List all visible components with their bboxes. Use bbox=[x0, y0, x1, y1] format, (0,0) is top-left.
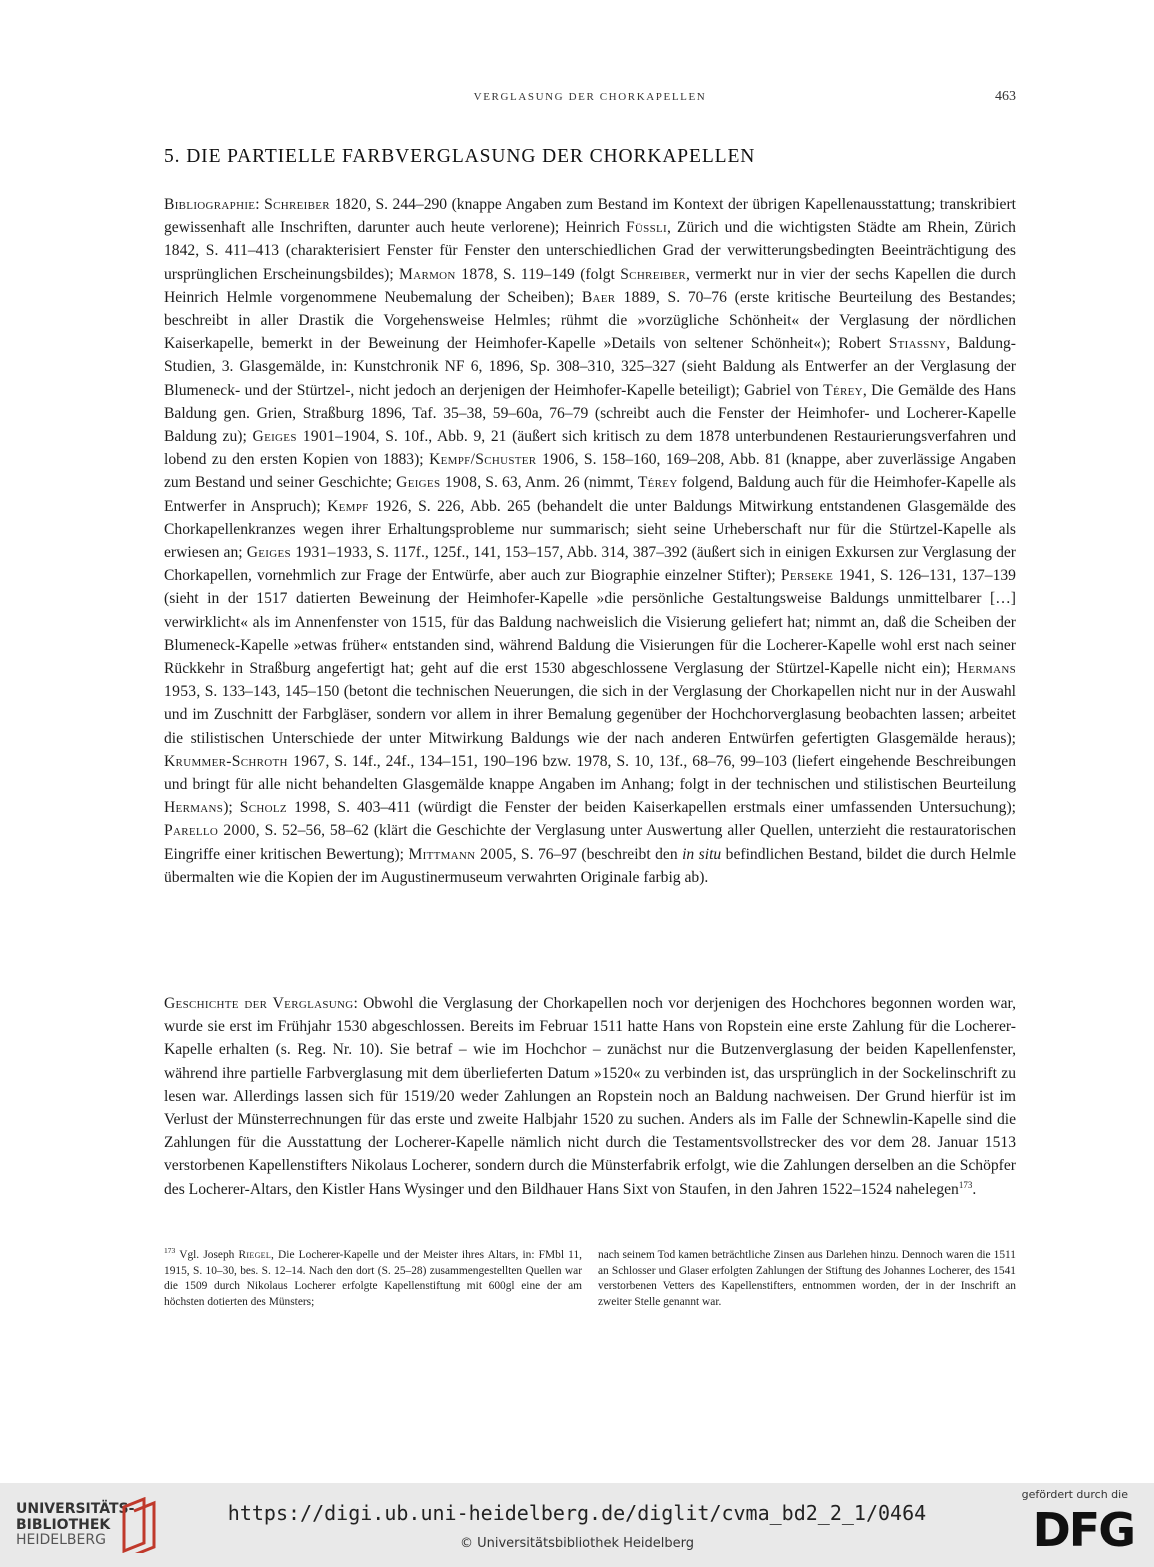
dfg-logo[interactable]: DFG bbox=[1032, 1503, 1134, 1557]
author-name: Riegel bbox=[238, 1249, 272, 1261]
funding-label: gefördert durch die bbox=[1021, 1488, 1128, 1501]
author-name: Térey bbox=[637, 474, 678, 492]
text-run: , S. 70–76 (erste kritische Beurteilung des Bestandes; beschreibt in aller Drastik die Vorgehensweise Helmles; rühmt die »vorzügliche Schönheit« der Verglasung der nördlichen Kaiserkapelle, bemerkt in der Beweinung der Heimhofer-Kapelle »Details von seltener Schönheit«); Robert bbox=[164, 288, 1016, 353]
text-run: , S. 76–97 (beschreibt den bbox=[512, 845, 683, 863]
text-run: , S. 133–143, 145–150 (betont die technischen Neuerungen, die sich in der Verglasung der Chorkapellen nicht nur in der Auswahl und im Zuschnitt der Farbgläser, sondern vor allem in ihrer Bemalung gegenüber der Hochchorverglasung beobachten lassen; arbeitet die stilistischen Unterschiede der unter Mitwirkung Baldungs wie der nach anderen Entwürfen gefertigten Glasgemälde heraus); bbox=[164, 683, 1016, 747]
text-run: , S. 63, Anm. 26 (nimmt, bbox=[477, 474, 638, 492]
text-run: , S. 52–56, 58–62 (klärt die Geschichte der Verglasung unter Auswertung aller Quellen, unterzieht die restauratorischen Eingriffe einer kritischen Bewertung); bbox=[164, 822, 1016, 863]
author-name: Kempf 1926 bbox=[327, 497, 408, 515]
text-run: , S. 126–131, 137–139 (sieht in der 1517 datierten Beweinung der Heimhofer-Kapelle »die persönliche Gestaltungsweise Baldungs unmittelbarer […] verwirklicht« als im Annenfenster von 1515, für das Baldung nachweislich die Visierung geliefert hat; nimmt an, daß die Scheiben der Blumeneck-Kapelle »etwas früher« entstanden sind, während Baldung die Visierungen für die Locherer-Kapelle wohl erst nach seiner Rückkehr in Straßburg angefertigt hat; geht auf die erst 1530 abgeschlossene Verglasung der Stürtzel-Kapelle nicht ein); bbox=[164, 567, 1016, 678]
author-name: Stiassny bbox=[888, 335, 947, 353]
text-run: , Die Gemälde des Hans Baldung gen. Grien, Straßburg 1896, Taf. 35–38, 59–60a, 76–79 (schreibt auch die Fenster der Heimhofer- und Locherer-Kapelle Baldung zu); bbox=[164, 381, 1016, 446]
author-name: Hermans bbox=[164, 799, 224, 817]
library-name-line1: UNIVERSITÄTS- bbox=[16, 1501, 135, 1517]
author-name: Mittmann 2005 bbox=[408, 845, 513, 863]
running-head-title: VERGLASUNG DER CHORKAPELLEN bbox=[473, 91, 707, 103]
author-name: Perseke 1941 bbox=[780, 567, 872, 585]
text-run: , S. 403–411 (würdigt die Fenster der beiden Kaiserkapellen erstmals einer umfassenden Untersuchung); bbox=[326, 799, 1016, 817]
text-run: , Zürich und die wichtigsten Städte am Rhein, Zürich 1842, S. 411–413 (charakterisiert Fenster für Fenster den unterschiedlichen Grad der verwitterungsbedingten Beeinträchtigung des ursprünglichen Erscheinungsbildes); bbox=[164, 219, 1016, 283]
text-run: , S. 119–149 (folgt bbox=[493, 265, 621, 283]
footnote-column-left bbox=[164, 1248, 582, 1310]
author-name: Baer 1889 bbox=[581, 288, 656, 306]
footnotes bbox=[164, 1248, 1016, 1310]
page-number: 463 bbox=[995, 89, 1016, 104]
author-name: Parello 2000 bbox=[164, 822, 256, 840]
author-name: Geiges 1901–1904 bbox=[252, 428, 376, 446]
author-name: Geiges 1908 bbox=[396, 474, 478, 492]
text-run: , S. 117f., 125f., 141, 153–157, Abb. 314, 387–392 (äußert sich in einigen Exkursen zur Verglasung der Chorkapellen, vornehmlich zur Frage der Entwürfe, aber auch zur Biographie einzelner Stifter); bbox=[164, 544, 1017, 585]
author-name: Geschichte der Verglasung bbox=[164, 995, 354, 1012]
footnote-ref: 173 bbox=[164, 1246, 176, 1256]
author-name: Schreiber 1820 bbox=[264, 196, 368, 213]
text-run: , Die Locherer-Kapelle und der Meister ihres Altars, in: FMbl 11, 1915, S. 10–30, bes. S. 12–14. Nach den dort (S. 25–28) zusammengestellten Quellen war die 1509 durch Nikolaus Locherer erfolgte Kapellenstiftung mit 600gl eine der am höchsten dotierten des Münsters; bbox=[164, 1249, 583, 1308]
italic-term: in situ bbox=[682, 845, 722, 863]
author-name: Marmon 1878 bbox=[399, 265, 494, 283]
footer-bar bbox=[0, 1483, 1154, 1567]
author-name: Kempf/Schuster 1906 bbox=[429, 451, 575, 469]
footnote-ref: 173 bbox=[958, 1179, 973, 1190]
text-run: Vgl. Joseph bbox=[175, 1249, 239, 1261]
text-run: , S. 158–160, 169–208, Abb. 81 (knappe, aber zuverlässige Angaben zum Bestand und seiner Geschichte; bbox=[164, 451, 1016, 492]
text-run: . bbox=[972, 1180, 977, 1198]
library-name-line2: BIBLIOTHEK bbox=[16, 1516, 111, 1533]
text-run: ); bbox=[223, 799, 240, 817]
author-name: Füssli bbox=[625, 219, 667, 237]
permalink-url[interactable]: https://digi.ub.uni-heidelberg.de/diglit/cvma_bd2_2_1/0464 bbox=[227, 1501, 927, 1525]
author-name: Schreiber bbox=[620, 265, 686, 283]
author-name: Scholz 1998 bbox=[239, 799, 327, 817]
text-run: , S. 226, Abb. 265 (behandelt die unter Baldungs Mitwirkung entstandenen Glasgemälde des Chorkapellenkranzes wegen ihrer Erhaltungsprobleme nur summarisch; sieht seine Urheberschaft nur für die Stürtzel-Kapelle als erwiesen an; bbox=[164, 497, 1016, 562]
section-heading: 5. DIE PARTIELLE FARBVERGLASUNG DER CHORKAPELLEN bbox=[164, 146, 756, 167]
text-run: befindlichen Bestand, bildet die durch Helmle übermalten wie die Kopien der im Augustinermuseum verwahrten Originale farbig ab). bbox=[164, 845, 1016, 886]
bibliography-paragraph bbox=[164, 193, 1016, 889]
author-name: Hermans 1953 bbox=[164, 660, 1016, 701]
text-run: , S. 14f., 24f., 134–151, 190–196 bzw. 1978, S. 10, 13f., 68–76, 99–103 (liefert eingehende Beschreibungen und bringt für alle nicht behandelten Glasgemälde knappe Angaben im Anhang; folgt in der technischen und stilistischen Beurteilung bbox=[164, 752, 1016, 794]
author-name: Bibliographie bbox=[164, 196, 256, 213]
history-paragraph bbox=[164, 992, 1016, 1201]
text-run: : Obwohl die Verglasung der Chorkapellen noch vor derjenigen des Hochchores begonnen worden war, wurde sie erst im Frühjahr 1530 abgeschlossen. Bereits im Februar 1511 hatte Hans von Ropstein eine erste Zahlung für die Locherer-Kapelle erhalten (s. Reg. Nr. 10). Sie betraf – wie im Hochchor – zunächst nur die Butzenverglasung der beiden Kapellenfenster, während ihre partielle Farbverglasung mit dem überlieferten Datum »1520« zu verbinden ist, das ursprünglich in der Sockelinschrift zu lesen war. Allerdings lassen sich für 1519/20 weder Zahlungen an Ropstein noch an Baldung nachweisen. Der Grund hierfür ist im Verlust der Münsterrechnungen für das erste und zweite Halbjahr 1520 zu suchen. Anders als im Falle der Schnewlin-Kapelle sind die Zahlungen für die Ausstattung der Locherer-Kapelle nämlich nicht durch die Testamentsvollstrecker des vor dem 28. Januar 1513 verstorbenen Kapellenstifters Nikolaus Locherer, sondern durch die Münsterfabrik erfolgt, wie die Zahlungen derselben an die Schöpfer des Locherer-Altars, den Kistler Hans Wysinger und den Bildhauer Hans Sixt von Staufen, in den Jahren 1522–1524 nahelegen bbox=[164, 995, 1016, 1198]
footnote-column-right bbox=[598, 1248, 1016, 1310]
text-run: , vermerkt nur in vier der sechs Kapellen die durch Heinrich Helmle vorgenommene Neubemalung der Scheiben); bbox=[164, 265, 1016, 306]
author-name: Térey bbox=[823, 381, 863, 399]
text-run: , S. 244–290 (knappe Angaben zum Bestand im Kontext der übrigen Kapellenausstattung; transkribiert gewissenhaft alle Inschriften, darunter auch heute verlorene); Heinrich bbox=[164, 196, 1016, 237]
text-run: , Baldung-Studien, 3. Glasgemälde, in: Kunstchronik NF 6, 1896, Sp. 308–310, 325–327 (sieht Baldung als Entwerfer an der Verglasung der Blumeneck- und der Stürtzel-, nicht jedoch an derjenigen der Heimhofer-Kapelle beteiligt); Gabriel von bbox=[164, 335, 1016, 399]
author-name: Krummer-Schroth 1967 bbox=[164, 752, 326, 770]
author-name: Geiges 1931–1933 bbox=[246, 544, 369, 562]
running-head bbox=[164, 91, 1016, 107]
text-run: : bbox=[255, 196, 265, 213]
text-run: , S. 10f., Abb. 9, 21 (äußert sich kritisch zu dem 1878 unterbundenen Restaurierungsverfahren und lobend zu den ersten Kopien von 1883); bbox=[164, 428, 1016, 469]
text-run: folgend, Baldung auch für die Heimhofer-Kapelle als Entwerfer in Anspruch); bbox=[164, 474, 1016, 515]
copyright-notice: © Universitätsbibliothek Heidelberg bbox=[459, 1536, 694, 1551]
text-run: nach seinem Tod kamen beträchtliche Zinsen aus Darlehen hinzu. Dennoch waren die 1511 an Schlosser und Glaser erfolgten Zahlungen der Stiftung des Johannes Locherer, des 1541 verstorbenen Vetters des Kapellenstifters, entnommen worden, der in der Inschrift an zweiter Stelle genannt war. bbox=[598, 1249, 1016, 1308]
library-name-line3: HEIDELBERG bbox=[16, 1532, 106, 1548]
